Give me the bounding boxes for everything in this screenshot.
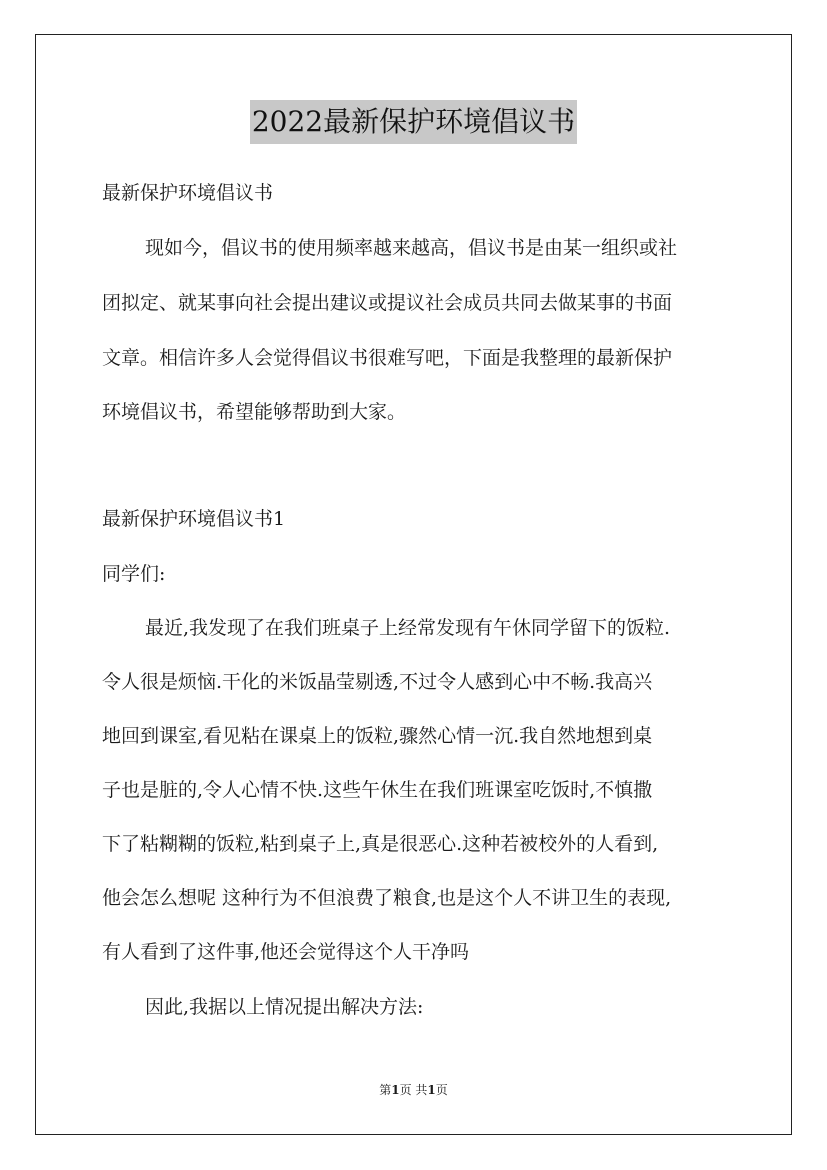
footer-page-number: 1 xyxy=(391,1083,400,1097)
closing-line: 因此,我据以上情况提出解决方法: xyxy=(145,996,424,1018)
footer-page-prefix: 第 xyxy=(379,1083,392,1097)
intro-line-2: 团拟定、就某事向社会提出建议或提议社会成员共同去做某事的书面 xyxy=(102,292,673,314)
salutation: 同学们: xyxy=(102,563,166,585)
body-line-5: 下了粘糊糊的饭粒,粘到桌子上,真是很恶心.这种若被校外的人看到, xyxy=(102,833,659,855)
page-footer xyxy=(0,1082,827,1098)
intro-line-1: 现如今，倡议书的使用频率越来越高，倡议书是由某一组织或社 xyxy=(145,237,678,259)
footer-page-suffix: 页 xyxy=(435,1083,448,1097)
body-line-3: 地回到课室,看见粘在课桌上的饭粒,骤然心情一沉.我自然地想到桌 xyxy=(102,725,653,747)
body-line-6: 他会怎么想呢 这种行为不但浪费了粮食,也是这个人不讲卫生的表现, xyxy=(102,887,672,909)
section-heading: 最新保护环境倡议书1 xyxy=(102,508,286,530)
body-line-2: 令人很是烦恼.干化的米饭晶莹剔透,不过令人感到心中不畅.我高兴 xyxy=(102,671,653,693)
footer-page-mid: 页 共 xyxy=(399,1083,428,1097)
intro-line-4: 环境倡议书，希望能够帮助到大家。 xyxy=(102,401,407,423)
document-subtitle: 最新保护环境倡议书 xyxy=(102,182,274,204)
body-line-4: 子也是脏的,令人心情不快.这些午休生在我们班课室吃饭时,不慎撒 xyxy=(102,779,653,801)
footer-page-total: 1 xyxy=(427,1083,436,1097)
body-line-7: 有人看到了这件事,他还会觉得这个人干净吗 xyxy=(102,941,470,963)
title-container xyxy=(0,100,827,144)
intro-line-3: 文章。相信许多人会觉得倡议书很难写吧，下面是我整理的最新保护 xyxy=(102,347,673,369)
document-title: 2022最新保护环境倡议书 xyxy=(250,100,577,144)
body-line-1: 最近,我发现了在我们班桌子上经常发现有午休同学留下的饭粒. xyxy=(145,617,671,639)
